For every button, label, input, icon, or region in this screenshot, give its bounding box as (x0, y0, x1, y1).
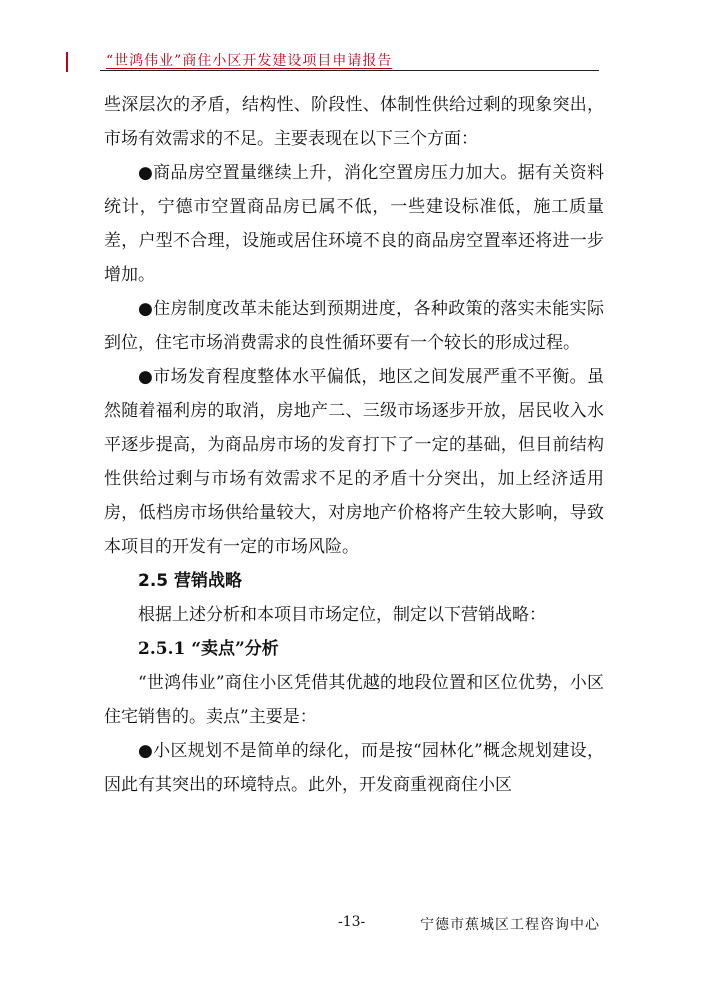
running-header-title: “世鸿伟业”商住小区开发建设项目申请报告 (106, 53, 393, 69)
bullet-paragraph-market-development: ●市场发育程度整体水平偏低，地区之间发展严重不平衡。虽然随着福利房的取消，房地产二、三级市场逐步开放，居民收入水平逐步提高，为商品房市场的发育打下了一定的基础，但目前结构性供给过剩与市场有效需求不足的矛盾十分突出，加上经济适用房，低档房市场供给量较大，对房地产价格将产生较大影响，导致本项目的开发有一定的市场风险。 (104, 367, 604, 557)
subsection-heading-selling-points: 2.5.1 “卖点”分析 (138, 639, 279, 659)
bullet-paragraph-landscaping: ●小区规划不是简单的绿化，而是按“园林化”概念规划建设，因此有其突出的环境特点。此外，开发商重视商住小区 (104, 741, 604, 795)
header-accent-bar (66, 52, 68, 72)
paragraph-continuation: 些深层次的矛盾，结构性、阶段性、体制性供给过剩的现象突出，市场有效需求的不足。主要表现在以下三个方面： (104, 95, 604, 149)
section-heading-marketing-strategy: 2.5 营销战略 (138, 571, 243, 591)
bullet-paragraph-vacancy: ●商品房空置量继续上升，消化空置房压力加大。据有关资料统计，宁德市空置商品房已属不低，一些建设标准低，施工质量差，户型不合理，设施或居住环境不良的商品房空置率还将进一步增加。 (104, 163, 604, 285)
section-intro: 根据上述分析和本项目市场定位，制定以下营销战略： (138, 605, 546, 625)
bullet-paragraph-housing-reform: ●住房制度改革未能达到预期进度，各种政策的落实未能实际到位，住宅市场消费需求的良性循环要有一个较长的形成过程。 (104, 299, 604, 353)
header-divider (100, 70, 599, 71)
page-number: -13- (338, 914, 366, 930)
selling-points-intro: “世鸿伟业”商住小区凭借其优越的地段位置和区位优势，小区住宅销售的。卖点”主要是： (104, 673, 604, 727)
page-body (104, 88, 604, 802)
footer-organization: 宁德市蕉城区工程咨询中心 (420, 917, 600, 933)
